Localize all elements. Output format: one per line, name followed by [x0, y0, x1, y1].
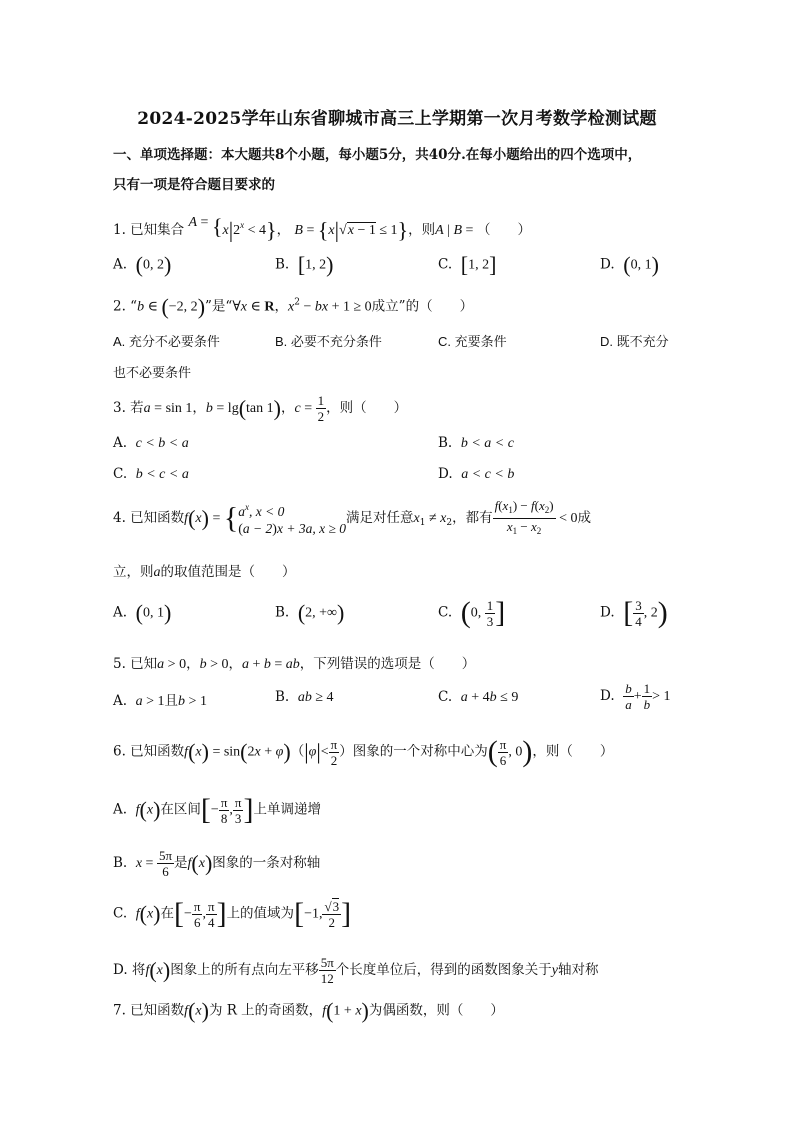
q1-option-b: B. [1, 2) [275, 252, 334, 277]
question-2: 2. “b ∈ (−2, 2)”是“∀x ∈ R，$x^2$ − bx + 1 ≥ 0成立”的（ ） [113, 294, 474, 319]
question-4-line-2: 立，则a的取值范围是（ ） [113, 564, 296, 580]
question-4: 4. 已知函数$f(x) = \{a^x$, x < 0 (a − 2)x + 3a, x ≥ 0满足对任意$x_1 \ne x_2$，都有 $\frac{f(x_1) - f(x_2)}{x_1 - x_2}$ < 0成 [113, 498, 591, 537]
question-5: 5. 已知a > 0，b > 0，a + b = ab，下列错误的选项是（ ） [113, 656, 476, 672]
q3-option-a: A. c < b < a [113, 435, 189, 451]
section-header-line-2: 只有一项是符合题目要求的 [113, 177, 275, 193]
q6-option-a: A. f(x)在区间[− $\frac{\pi}{8}$ , $\frac{\pi}{3}$ ]上单调递增 [113, 793, 321, 826]
page-title: 2024-2025学年山东省聊城市高三上学期第一次月考数学检测试题 [137, 109, 657, 129]
q2-option-c: C. 充要条件 [438, 334, 507, 349]
q2-option-a: A. 充分不必要条件 [113, 334, 220, 349]
q6-option-d: D. 将f(x)图象上的所有点向左平移 $\frac{5\pi}{12}$ 个长度单位后，得到的函数图象关于y轴对称 [113, 955, 599, 986]
q1-option-d: D. (0, 1) [600, 252, 659, 277]
question-3: 3. 若a = sin 1，b = lg(tan 1)，c = $\frac{1}{2}$ ，则（ ） [113, 393, 408, 424]
section-header-line-1: 一、单项选择题：本大题共8个小题，每小题5分，共40分.在每小题给出的四个选项中， [113, 147, 642, 163]
section-header [113, 140, 683, 200]
q3-option-b: B. b < a < c [438, 435, 514, 451]
q6-option-b: B. x = $\frac{5\pi}{6}$ 是f(x)图象的一条对称轴 [113, 848, 321, 879]
question-7: 7. 已知函数f(x)为 R 上的奇函数，f(1 + x)为偶函数，则（ ） [113, 998, 504, 1023]
q4-option-d: D. [ $\frac{3}{4}$ , 2) [600, 596, 668, 629]
q2-option-b: B. 必要不充分条件 [275, 334, 382, 349]
q3-option-c: C. b < c < a [113, 466, 189, 482]
q5-option-b: B. ab ≥ 4 [275, 689, 334, 705]
q1-option-a: A. (0, 2) [113, 252, 172, 277]
q1-option-c: C. [1, 2] [438, 252, 497, 277]
q2-option-d-cont: 也不必要条件 [113, 365, 192, 380]
question-6: 6. 已知函数f(x) = sin(2x + φ)（|φ|< $\frac{\pi}{2}$ ）图象的一个对称中心为( $\frac{\pi}{6}$ , 0)，则（ ） [113, 735, 614, 768]
q2-option-d: D. 既不充分 [600, 334, 669, 349]
q1-suffix: ，则 [408, 222, 436, 238]
q5-option-a: A. a > 1且b > 1 [113, 693, 207, 709]
q4-option-b: B. (2, +∞) [275, 600, 345, 625]
q1-blank: （ ） [476, 222, 531, 238]
q4-option-a: A. (0, 1) [113, 600, 172, 625]
question-1: 1. 已知集合 $A = \{x|2^x < 4\}$， B = {x|√x − 1 ≤ 1}，则A | B = （ ） [113, 214, 531, 243]
q1-comma: ， [276, 222, 291, 238]
q3-option-d: D. a < c < b [438, 466, 515, 482]
q1-prefix: 1. 已知集合 [113, 222, 185, 238]
q6-option-c: C. f(x)在[− $\frac{\pi}{6}$ , $\frac{\pi}{4}$ ]上的值域为[−1, $\frac{√3}{2}$ ] [113, 897, 352, 930]
q5-option-c: C. a + 4b ≤ 9 [438, 689, 519, 705]
q5-option-d: D. $\frac{b}{a}$ + $\frac{1}{b}$ > 1 [600, 681, 671, 712]
q4-option-c: C. (0, $\frac{1}{3}$ ] [438, 596, 506, 629]
